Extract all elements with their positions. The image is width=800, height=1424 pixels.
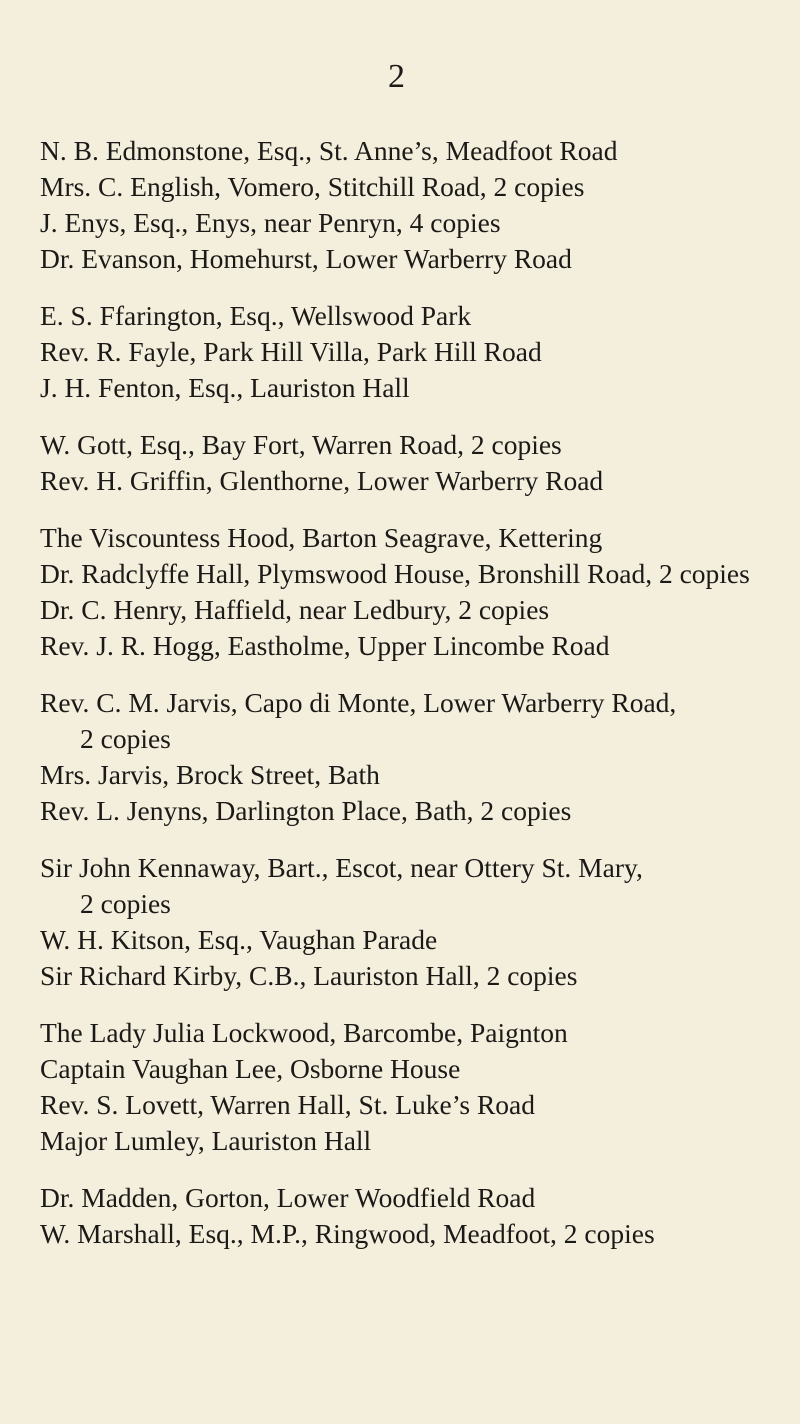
subscriber-entry-text: N. B. Edmonstone, Esq., St. Anne’s, Meadfoot Road (40, 135, 618, 166)
subscriber-entry (40, 628, 775, 664)
subscriber-entry (40, 685, 775, 757)
subscriber-entry-text: Mrs. C. English, Vomero, Stitchill Road, 2 copies (40, 171, 585, 202)
subscriber-entry-continuation: 2 copies (80, 888, 171, 919)
subscriber-entry-continuation: 2 copies (80, 723, 171, 754)
subscriber-entry (40, 133, 775, 169)
subscriber-entry (40, 205, 775, 241)
subscriber-entry (40, 1051, 775, 1087)
subscriber-entry-text: Rev. H. Griffin, Glenthorne, Lower Warberry Road (40, 465, 604, 496)
subscriber-entry-text: Rev. C. M. Jarvis, Capo di Monte, Lower Warberry Road, (40, 687, 677, 718)
subscriber-group (40, 133, 775, 277)
subscriber-entry (40, 958, 775, 994)
subscriber-entry-text: Sir John Kennaway, Bart., Escot, near Ottery St. Mary, (40, 852, 643, 883)
subscriber-entry-text: Dr. C. Henry, Haffield, near Ledbury, 2 copies (40, 594, 550, 625)
subscriber-entry-text: The Viscountess Hood, Barton Seagrave, Kettering (40, 522, 603, 553)
subscriber-entry-text: Captain Vaughan Lee, Osborne House (40, 1053, 461, 1084)
subscriber-group (40, 427, 775, 499)
subscriber-entry (40, 463, 775, 499)
subscriber-entry-text: Sir Richard Kirby, C.B., Lauriston Hall, 2 copies (40, 960, 578, 991)
subscriber-entry-text: Dr. Madden, Gorton, Lower Woodfield Road (40, 1182, 536, 1213)
subscriber-list (40, 133, 775, 1273)
subscriber-entry-text: Rev. S. Lovett, Warren Hall, St. Luke’s Road (40, 1089, 535, 1120)
subscriber-entry (40, 334, 775, 370)
subscriber-entry (40, 241, 775, 277)
subscriber-entry (40, 370, 775, 406)
subscriber-entry (40, 1015, 775, 1051)
page-number: 2 (388, 58, 405, 95)
subscriber-group (40, 298, 775, 406)
subscriber-entry-text: The Lady Julia Lockwood, Barcombe, Paignton (40, 1017, 568, 1048)
subscriber-entry (40, 1180, 775, 1216)
subscriber-entry (40, 850, 775, 922)
subscriber-entry (40, 922, 775, 958)
subscriber-entry (40, 757, 775, 793)
subscriber-entry-text: Rev. R. Fayle, Park Hill Villa, Park Hill Road (40, 336, 542, 367)
subscriber-entry (40, 793, 775, 829)
subscriber-entry-text: Rev. J. R. Hogg, Eastholme, Upper Lincombe Road (40, 630, 610, 661)
subscriber-entry-text: Major Lumley, Lauriston Hall (40, 1125, 372, 1156)
subscriber-entry (40, 592, 775, 628)
subscriber-entry (40, 169, 775, 205)
subscriber-entry-text: W. Marshall, Esq., M.P., Ringwood, Meadfoot, 2 copies (40, 1218, 655, 1249)
subscriber-group (40, 520, 775, 664)
subscriber-entry-text: W. H. Kitson, Esq., Vaughan Parade (40, 924, 438, 955)
subscriber-group (40, 850, 775, 994)
subscriber-entry (40, 1123, 775, 1159)
subscriber-entry-text: Dr. Evanson, Homehurst, Lower Warberry Road (40, 243, 572, 274)
subscriber-entry (40, 520, 775, 556)
subscriber-entry-text: Dr. Radclyffe Hall, Plymswood House, Bronshill Road, 2 copies (40, 558, 750, 589)
subscriber-entry (40, 1216, 775, 1252)
subscriber-group (40, 1180, 775, 1252)
subscriber-entry (40, 1087, 775, 1123)
subscriber-entry-text: W. Gott, Esq., Bay Fort, Warren Road, 2 copies (40, 429, 562, 460)
subscriber-group (40, 1015, 775, 1159)
subscriber-entry (40, 298, 775, 334)
subscriber-entry (40, 556, 775, 592)
subscriber-entry (40, 427, 775, 463)
subscriber-entry-text: J. H. Fenton, Esq., Lauriston Hall (40, 372, 410, 403)
subscriber-entry-text: J. Enys, Esq., Enys, near Penryn, 4 copies (40, 207, 501, 238)
subscriber-entry-text: Rev. L. Jenyns, Darlington Place, Bath, 2 copies (40, 795, 572, 826)
subscriber-group (40, 685, 775, 829)
subscriber-entry-text: E. S. Ffarington, Esq., Wellswood Park (40, 300, 472, 331)
subscriber-entry-text: Mrs. Jarvis, Brock Street, Bath (40, 759, 380, 790)
